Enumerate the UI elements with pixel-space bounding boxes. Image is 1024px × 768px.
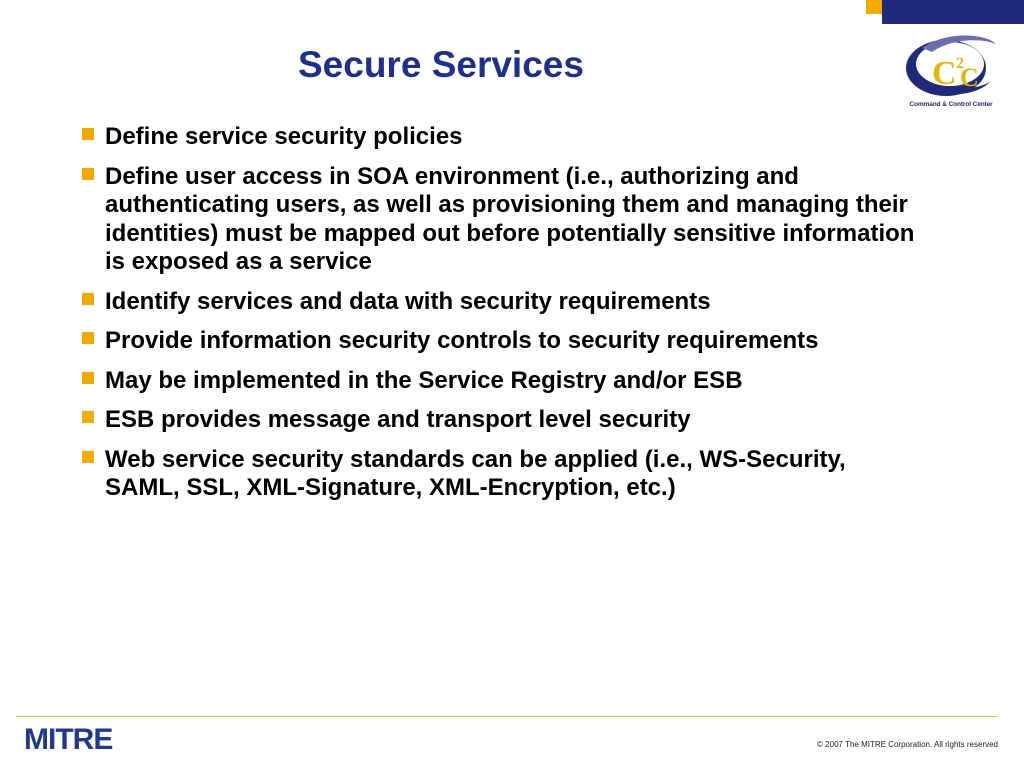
bullet-text: ESB provides message and transport level security [105,406,691,433]
c2c-logo-letter-c2: C [960,63,979,92]
bullet-list [80,123,920,514]
c2c-logo-caption: Command & Control Center [909,101,993,108]
bullet-text: May be implemented in the Service Registry and/or ESB [105,366,743,394]
c2c-logo-graphic [902,28,1000,102]
bullet-square-icon [82,168,94,180]
copyright-notice: © 2007 The MITRE Corporation. All rights reserved [817,740,998,749]
bullet-square-icon [82,293,94,305]
bullet-item [80,163,920,277]
bullet-text: Provide information security controls to security requirements [105,327,819,354]
bullet-text: Identify services and data with security requirements [105,287,711,315]
bullet-square-icon [82,451,94,463]
bullet-item [80,406,920,435]
bullet-square-icon [82,128,94,140]
bullet-text: Define service security policies [105,123,463,150]
corner-accent-navy [882,0,1024,24]
c2c-logo [902,28,1000,114]
mitre-logo: MITRE [24,723,113,756]
bullet-item [80,446,920,503]
footer-divider [16,716,998,717]
c2c-logo-letter-c1: C [932,55,957,92]
c2c-logo-digit: 2 [956,55,964,72]
bullet-square-icon [82,372,94,384]
bullet-text: Define user access in SOA environment (i.e., authorizing and authenticating users, as well as provisioning them and managing their identities) must be mapped out before potentially sensitive information is exposed as a service [105,162,915,275]
slide-title: Secure Services [298,44,584,85]
bullet-square-icon [82,411,94,423]
bullet-item [80,327,920,356]
bullet-item [80,123,920,152]
corner-accent-orange [866,0,882,14]
bullet-item [80,367,920,396]
bullet-item [80,288,920,317]
bullet-text: Web service security standards can be applied (i.e., WS-Security, SAML, SSL, XML-Signature, XML-Encryption, etc.) [105,445,846,501]
bullet-square-icon [82,332,94,344]
